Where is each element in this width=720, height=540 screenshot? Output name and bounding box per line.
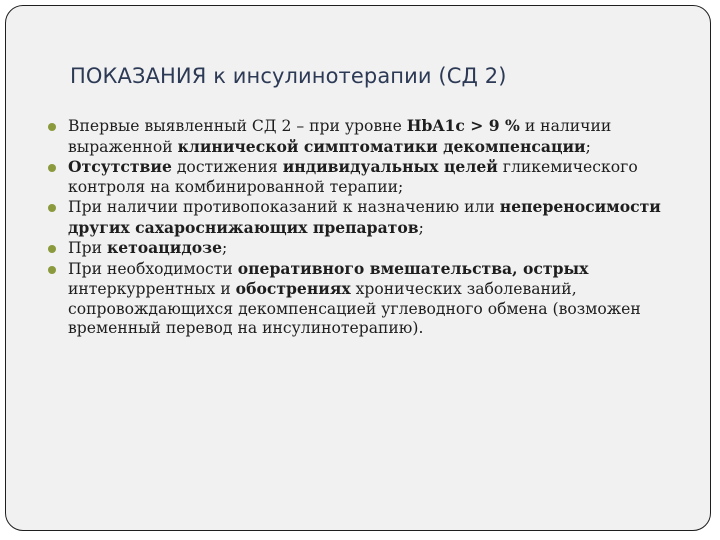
item-text: Впервые выявленный СД 2 – при уровне xyxy=(68,117,407,135)
emphasized-text: Отсутствие xyxy=(68,157,172,176)
bullet-icon xyxy=(48,123,56,131)
list-item xyxy=(42,116,682,157)
list-item xyxy=(42,157,682,197)
item-text: интеркуррентных и xyxy=(68,280,236,298)
item-text: При необходимости xyxy=(68,259,238,278)
list-item xyxy=(42,238,682,259)
list-item xyxy=(42,259,682,339)
slide-title: ПОКАЗАНИЯ к инсулинотерапии (СД 2) xyxy=(70,64,507,88)
emphasized-text: кетоацидозе xyxy=(106,238,223,257)
item-text: хронических заболеваний, сопровождающихся декомпенсацией углеводного обмена (возможен временный перевод на инсулинотерапию). xyxy=(68,280,641,337)
emphasized-text: оперативного вмешательства, острых xyxy=(237,258,589,278)
indications-list xyxy=(42,116,682,339)
item-text: При xyxy=(68,239,107,257)
bullet-icon xyxy=(48,204,56,212)
emphasized-text: клинической симптоматики декомпенсации xyxy=(177,136,586,156)
item-text: ; xyxy=(585,137,591,156)
bullet-icon xyxy=(48,266,56,274)
emphasized-text: непереносимости других сахароснижающих препаратов xyxy=(68,197,661,237)
bullet-icon xyxy=(48,245,56,253)
bullet-icon xyxy=(48,164,56,172)
item-text: гликемического контроля на комбинированной терапии; xyxy=(68,158,638,196)
item-text: При наличии противопоказаний к назначению или xyxy=(68,198,500,216)
emphasized-text: индивидуальных целей xyxy=(282,157,498,176)
item-text: и наличии выраженной xyxy=(68,117,612,156)
slide-frame xyxy=(5,5,711,531)
emphasized-text: обострениях xyxy=(235,279,351,298)
list-item xyxy=(42,197,682,238)
item-text: достижения xyxy=(171,158,283,176)
emphasized-text: HbA1c > 9 % xyxy=(406,116,520,135)
item-text: ; xyxy=(222,239,228,257)
item-text: ; xyxy=(418,218,424,237)
